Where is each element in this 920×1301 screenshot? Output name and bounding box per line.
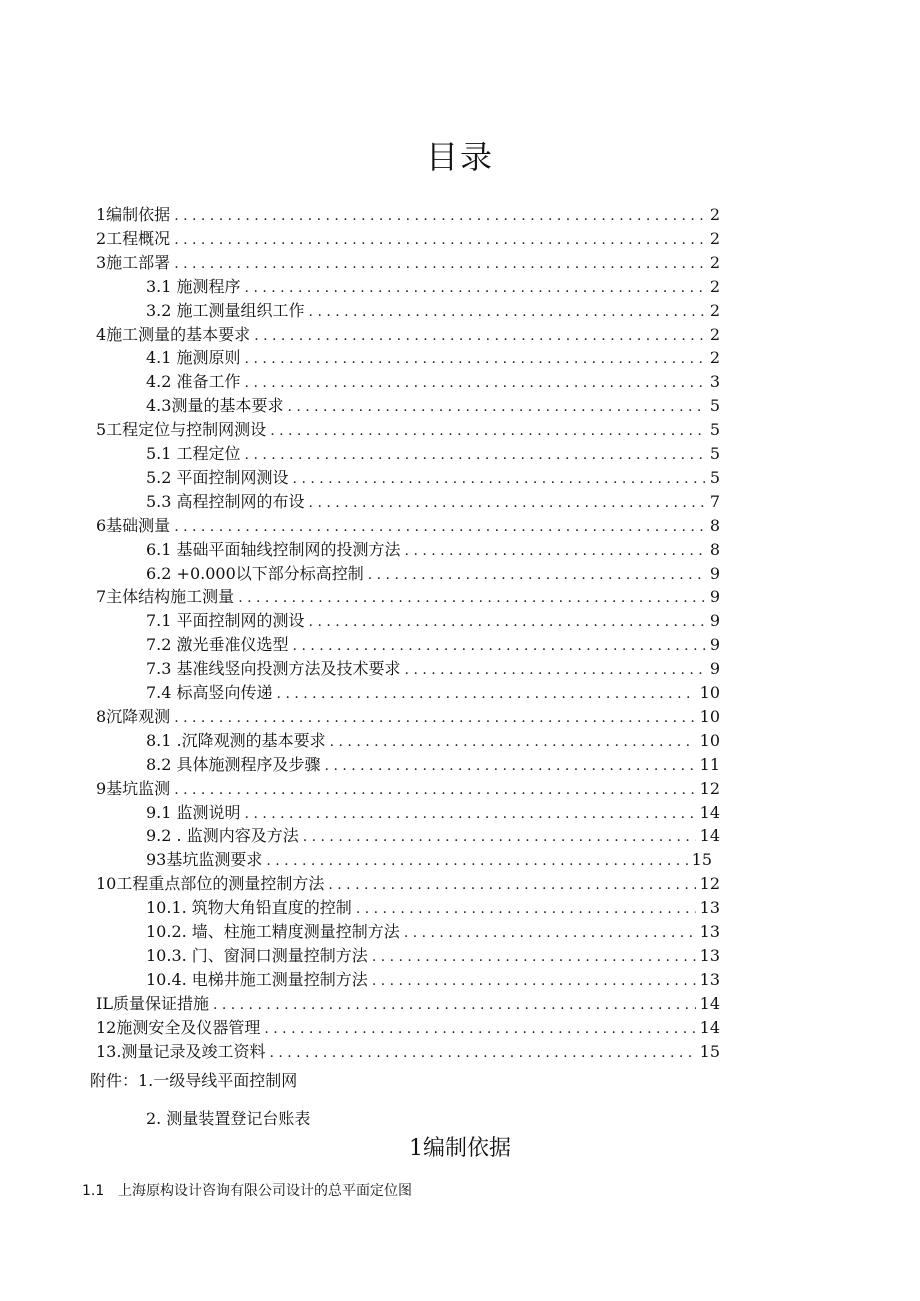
toc-leader-dots (245, 371, 706, 395)
toc-leader-dots (245, 347, 706, 371)
toc-leader-dots (405, 658, 706, 682)
toc-entry[interactable] (96, 872, 720, 896)
toc-leader-dots (293, 634, 706, 658)
toc-entry-label: 8沉降观测 (96, 706, 171, 726)
toc-leader-dots (174, 252, 706, 276)
toc-entry-page: 10 (699, 706, 720, 726)
toc-leader-dots (325, 754, 696, 778)
toc-entry-label: 7.2 激光垂准仪选型 (146, 635, 289, 655)
toc-entry[interactable] (146, 394, 720, 418)
toc-entry[interactable] (96, 1016, 720, 1040)
toc-entry-page: 3 (709, 372, 720, 392)
toc-entry-label: 12施测安全及仪器管理 (96, 1017, 261, 1037)
toc-leader-dots (245, 802, 696, 826)
toc-entry-label: 5.1 工程定位 (146, 444, 241, 463)
toc-entry-page: 7 (709, 491, 720, 511)
toc-title: 目录 (425, 138, 494, 176)
toc-entry-page: 12 (699, 778, 720, 798)
toc-entry-label: 5.2 平面控制网测设 (146, 467, 289, 487)
toc-leader-dots (368, 563, 706, 587)
toc-leader-dots (309, 300, 706, 324)
toc-entry-page: 14 (699, 826, 720, 846)
toc-entry[interactable] (146, 848, 712, 872)
toc-entry-label: 10.1. 筑物大角铅直度的控制 (146, 898, 352, 918)
toc-entry-page: 9 (709, 635, 720, 655)
toc-entry-page: 9 (709, 659, 720, 679)
toc-entry[interactable] (146, 490, 720, 514)
toc-entry[interactable] (96, 1040, 720, 1064)
toc-leader-dots (356, 897, 696, 921)
toc-entry-label: 6基础测量 (96, 515, 171, 535)
toc-entry-label: 10.4. 电梯井施工测量控制方法 (146, 969, 368, 989)
toc-entry[interactable] (96, 203, 720, 227)
toc-entry-page: 5 (709, 396, 720, 416)
toc-entry[interactable] (146, 609, 720, 633)
paragraph-number: 1.1 (82, 1183, 105, 1199)
toc-entry-page: 9 (709, 587, 720, 607)
toc-entry[interactable] (146, 729, 720, 753)
appendix-line-1: 附件：1.一级导线平面控制网 (90, 1071, 298, 1090)
toc-leader-dots (245, 276, 706, 300)
toc-entry[interactable] (96, 418, 720, 442)
paragraph-text: 上海原构设计咨询有限公司设计的总平面定位图 (118, 1183, 412, 1199)
toc-entry[interactable] (146, 896, 720, 920)
toc-entry-page: 14 (699, 993, 720, 1013)
toc-entry-page: 2 (709, 276, 720, 296)
toc-entry-label: 8.1 .沉降观测的基本要求 (146, 730, 326, 750)
toc-entry[interactable] (96, 992, 720, 1016)
toc-leader-dots (293, 467, 706, 491)
toc-entry-page: 2 (709, 228, 720, 248)
toc-entry[interactable] (146, 466, 720, 490)
toc-entry-page: 15 (699, 1041, 720, 1061)
toc-entry-page: 9 (709, 563, 720, 583)
toc-entry[interactable] (146, 633, 720, 657)
toc-entry[interactable] (96, 514, 720, 538)
toc-leader-dots (174, 228, 706, 252)
toc-leader-dots (266, 849, 687, 873)
toc-entry-label: 4.1 施测原则 (146, 348, 241, 368)
toc-leader-dots (174, 706, 695, 730)
toc-leader-dots (404, 921, 696, 945)
toc-entry-label: 13.测量记录及竣工资料 (96, 1041, 266, 1061)
toc-entry-label: 6.1 基础平面轴线控制网的投测方法 (146, 539, 401, 559)
toc-leader-dots (174, 515, 706, 539)
paragraph-1-1 (82, 1180, 412, 1202)
toc-entry-page: 12 (699, 874, 720, 894)
toc-entry[interactable] (146, 657, 720, 681)
toc-entry[interactable] (146, 968, 720, 992)
toc-entry-label: 3.1 施测程序 (146, 276, 241, 296)
toc-leader-dots (270, 419, 706, 443)
toc-entry-label: 4.3测量的基本要求 (146, 396, 284, 416)
toc-entry[interactable] (146, 944, 720, 968)
toc-entry[interactable] (146, 299, 720, 323)
toc-leader-dots (254, 324, 706, 348)
toc-entry[interactable] (146, 801, 720, 825)
toc-entry-label: 1编制依据 (96, 205, 171, 224)
toc-entry-page: 2 (709, 324, 720, 344)
toc-entry[interactable] (96, 323, 720, 347)
toc-entry-page: 14 (699, 1017, 720, 1037)
toc-leader-dots (372, 969, 696, 993)
toc-entry[interactable] (96, 777, 720, 801)
appendix-line-2: 2. 测量装置登记台账表 (146, 1109, 311, 1128)
toc-leader-dots (372, 945, 696, 969)
toc-entry-label: 7.4 标高竖向传递 (146, 683, 273, 702)
toc-entry-label: 8.2 具体施测程序及步骤 (146, 754, 321, 774)
toc-entry-page: 2 (709, 348, 720, 368)
toc-entry-label: 3施工部署 (96, 252, 171, 272)
toc-entry-label: 10.3. 门、窗洞口测量控制方法 (146, 945, 368, 965)
toc-entry-label: 9.2 . 监测内容及方法 (146, 826, 299, 846)
toc-entry[interactable] (146, 538, 720, 562)
toc-entry[interactable] (96, 251, 720, 275)
toc-leader-dots (238, 586, 706, 610)
toc-entry-label: 2工程概况 (96, 228, 171, 248)
toc-entry-page: 2 (709, 205, 720, 224)
toc-leader-dots (174, 778, 695, 802)
toc-entry[interactable] (146, 562, 720, 586)
toc-entry-label: 7.3 基准线竖向投测方法及技术要求 (146, 659, 401, 679)
toc-entry[interactable] (146, 442, 720, 466)
toc-entry-page: 13 (699, 969, 720, 989)
toc-entry-label: 4.2 准备工作 (146, 372, 241, 392)
section-heading: 1编制依据 (409, 1136, 511, 1161)
toc-leader-dots (277, 682, 696, 706)
toc-entry[interactable] (96, 705, 720, 729)
toc-leader-dots (328, 873, 695, 897)
toc-entry-page: 10 (699, 730, 720, 750)
toc-entry-page: 8 (709, 539, 720, 559)
toc-entry-label: 93基坑监测要求 (146, 850, 263, 870)
toc-entry-label: 7.1 平面控制网的测设 (146, 611, 305, 631)
toc-entry[interactable] (96, 227, 720, 251)
toc-leader-dots (309, 491, 706, 515)
toc-leader-dots (174, 204, 706, 228)
toc-entry[interactable] (96, 585, 720, 609)
toc-entry[interactable] (146, 275, 720, 299)
toc-entry[interactable] (146, 370, 720, 394)
toc-entry-page: 5 (709, 467, 720, 487)
toc-entry-label: 10工程重点部位的测量控制方法 (96, 874, 325, 894)
toc-entry-page: 13 (699, 898, 720, 918)
toc-leader-dots (405, 539, 706, 563)
toc-entry-page: 2 (709, 300, 720, 320)
toc-entry-page: 13 (699, 922, 720, 941)
toc-entry-label: 9基坑监测 (96, 778, 171, 798)
toc-entry-label: 3.2 施工测量组织工作 (146, 300, 305, 320)
toc-entry-page: 8 (709, 515, 720, 535)
toc-entry-label: 5.3 高程控制网的布设 (146, 491, 305, 511)
toc-entry-page: 14 (699, 802, 720, 822)
toc-entry[interactable] (146, 681, 720, 705)
toc-entry-label: 9.1 监测说明 (146, 802, 241, 822)
toc-entry-label: 4施工测量的基本要求 (96, 324, 251, 344)
toc-entry-page: 5 (709, 420, 720, 440)
toc-entry-page: 15 (691, 850, 712, 870)
toc-leader-dots (330, 730, 696, 754)
toc-entry-page: 13 (699, 945, 720, 965)
toc-entry[interactable] (146, 346, 720, 370)
toc-entry-page: 10 (699, 683, 720, 702)
toc-entry[interactable] (146, 824, 720, 848)
toc-entry-label: 7主体结构施工测量 (96, 587, 235, 607)
toc-entry-label: 5工程定位与控制网测设 (96, 420, 267, 440)
toc-entry[interactable] (146, 920, 720, 944)
toc-entry-page: 9 (709, 611, 720, 631)
toc-entry-page: 2 (709, 252, 720, 272)
toc-leader-dots (245, 443, 706, 467)
toc-entry-page: 11 (699, 754, 720, 774)
toc-entry-label: IL质量保证措施 (96, 993, 209, 1013)
toc-leader-dots (213, 993, 696, 1017)
toc-leader-dots (269, 1041, 695, 1065)
toc-leader-dots (287, 395, 705, 419)
toc-leader-dots (309, 610, 706, 634)
toc-entry-label: 6.2 +0.000以下部分标高控制 (146, 563, 364, 583)
toc-entry-label: 10.2. 墙、柱施工精度测量控制方法 (146, 922, 400, 941)
toc-leader-dots (303, 825, 696, 849)
toc-leader-dots (264, 1017, 695, 1041)
toc-entry-page: 5 (709, 444, 720, 463)
toc-entry[interactable] (146, 753, 720, 777)
